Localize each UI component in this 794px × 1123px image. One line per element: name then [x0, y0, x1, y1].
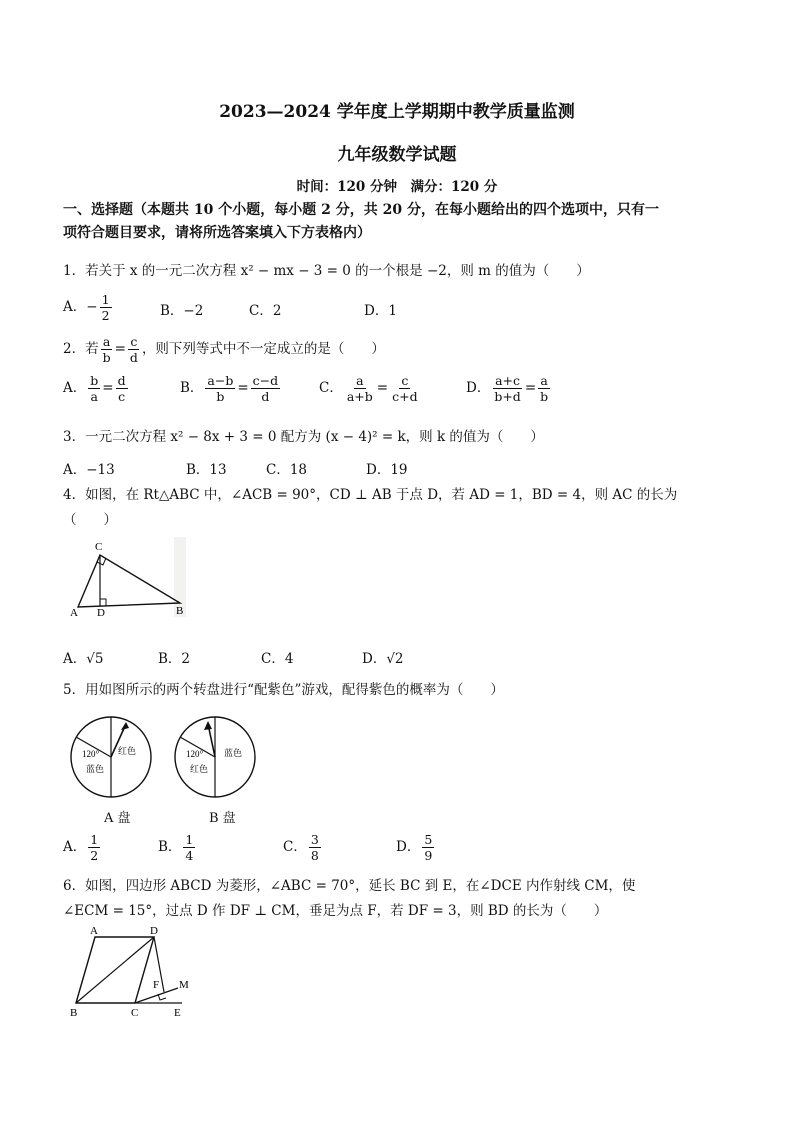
- question-3-text: 3．一元二次方程 x² − 8x + 3 = 0 配方为 (x − 4)² = k，则 k 的值为（ ）: [63, 429, 544, 445]
- spinner-b-angle: 120°: [186, 749, 204, 759]
- q3-option-a[interactable]: A．−13: [63, 462, 115, 478]
- spinner-b-figure: [170, 712, 262, 804]
- q5-option-a[interactable]: A． $\frac{1}{2}$: [63, 832, 99, 863]
- spinner-b-red: 红色: [190, 764, 209, 774]
- question-5-text: 5．用如图所示的两个转盘进行“配紫色”游戏，配得紫色的概率为（ ）: [63, 682, 504, 698]
- fraction: $\frac{1}{2}$: [101, 292, 110, 323]
- q6-rhombus-figure: [62, 925, 202, 1020]
- time-info: 时间：120 分钟 满分：120 分: [296, 179, 498, 195]
- label-d: D: [150, 925, 158, 937]
- diagonal-bd: [76, 937, 154, 1003]
- label-c: C: [95, 541, 103, 553]
- q5-option-c[interactable]: C． $\frac{3}{8}$: [283, 832, 319, 863]
- q4-option-c[interactable]: C．4: [261, 651, 294, 667]
- spinner-b-caption: B 盘: [209, 811, 236, 826]
- q2-option-b[interactable]: B． $\frac{a-b}{b}$ = $\frac{c-d}{d}$: [180, 373, 279, 404]
- label-f: F: [153, 979, 160, 991]
- arrow-icon: [121, 722, 129, 730]
- label-e: E: [174, 1007, 181, 1019]
- triangle-abc: [78, 555, 180, 607]
- exam-subtitle: 九年级数学试题: [337, 145, 457, 165]
- spinner-a-angle: 120°: [82, 749, 100, 759]
- question-4-text-line1: 4．如图，在 Rt△ABC 中，∠ACB = 90°，CD ⊥ AB 于点 D，若 AD = 1，BD = 4，则 AC 的长为: [63, 487, 678, 503]
- q1-option-c[interactable]: C．2: [249, 303, 282, 319]
- label-m: M: [179, 979, 189, 991]
- label-b: B: [70, 1007, 78, 1019]
- q5-option-d[interactable]: D． $\frac{5}{9}$: [396, 832, 433, 863]
- question-4-text-line2: （ ）: [63, 512, 117, 528]
- spinner-a-caption: A 盘: [104, 811, 131, 826]
- q1-option-d[interactable]: D．1: [364, 303, 397, 319]
- question-2-text: 2．若 $\frac{a}{b}$ = $\frac{c}{d}$ ，则下列等式中不一定成立的是（ ）: [63, 334, 385, 365]
- q3-option-c[interactable]: C．18: [266, 462, 308, 478]
- q1-option-a[interactable]: A．− $\frac{1}{2}$: [63, 292, 110, 323]
- label-a: A: [70, 607, 78, 619]
- label-d: D: [97, 607, 105, 619]
- q4-option-b[interactable]: B．2: [158, 651, 191, 667]
- q2-option-d[interactable]: D． $\frac{a+c}{b+d}$ = $\frac{a}{b}$: [466, 373, 549, 404]
- label-b: B: [176, 605, 184, 617]
- spinner-a-figure: [66, 712, 158, 804]
- section-heading-line1: 一、选择题（本题共 10 个小题，每小题 2 分，共 20 分，在每小题给出的四个选项中，只有一: [63, 202, 659, 218]
- question-6-text-line1: 6．如图，四边形 ABCD 为菱形，∠ABC = 70°，延长 BC 到 E，在∠DCE 内作射线 CM，使: [63, 878, 636, 894]
- spinner-a-red: 红色: [118, 746, 137, 756]
- right-angle-mark-d: [100, 599, 106, 606]
- q5-option-b[interactable]: B． $\frac{1}{4}$: [158, 832, 194, 863]
- exam-title: 2023—2024 学年度上学期期中教学质量监测: [219, 102, 575, 122]
- q4-option-a[interactable]: A．√5: [63, 651, 104, 667]
- q4-triangle-figure: [60, 535, 190, 620]
- question-1-text: 1．若关于 x 的一元二次方程 x² − mx − 3 = 0 的一个根是 −2，则 m 的值为（ ）: [63, 263, 590, 279]
- section-heading-line2: 项符合题目要求，请将所选答案填入下方表格内）: [63, 225, 371, 241]
- q2-option-a[interactable]: A． $\frac{b}{a}$ = $\frac{d}{c}$: [63, 373, 126, 404]
- q3-option-d[interactable]: D．19: [366, 462, 408, 478]
- q3-option-b[interactable]: B．13: [186, 462, 227, 478]
- label-c: C: [131, 1007, 139, 1019]
- arrow-icon: [204, 721, 212, 730]
- label-a: A: [90, 925, 98, 937]
- question-6-text-line2: ∠ECM = 15°，过点 D 作 DF ⊥ CM，垂足为点 F，若 DF = 3，则 BD 的长为（ ）: [63, 903, 608, 919]
- spinner-a-blue: 蓝色: [86, 764, 105, 774]
- spinner-b-blue: 蓝色: [224, 748, 243, 758]
- q1-option-b[interactable]: B．−2: [160, 303, 204, 319]
- q4-option-d[interactable]: D．√2: [362, 651, 404, 667]
- q2-option-c[interactable]: C． $\frac{a}{a+b}$ = $\frac{c}{c+d}$: [319, 373, 418, 404]
